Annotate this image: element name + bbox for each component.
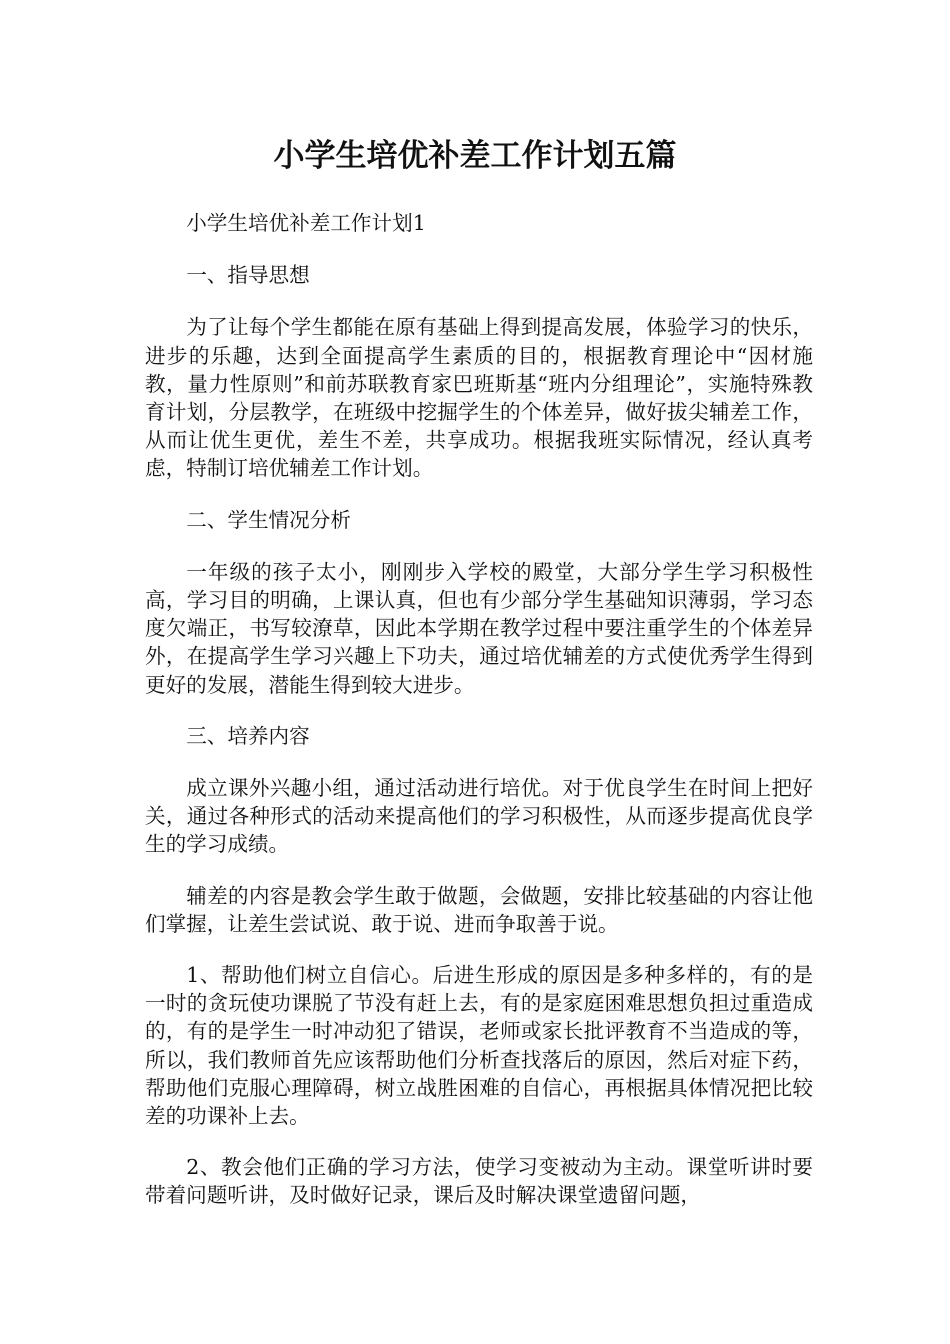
section-heading-training-content: 三、培养内容 — [186, 723, 310, 748]
document-title: 小学生培优补差工作计划五篇 — [273, 138, 677, 174]
paragraph-build-confidence: 1、帮助他们树立自信心。后进生形成的原因是多种多样的，有的是一时的贪玩使功课脱了节没有赶上去，有的是家庭困难思想负担过重造成的，有的是学生一时冲动犯了错误，老师或家长批评教育不当造成的等，所以，我们教师首先应该帮助他们分析查找落后的原因，然后对症下药，帮助他们克服心理障碍，树立战胜困难的自信心，再根据具体情况把比较差的功课补上去。 — [145, 963, 813, 1129]
paragraph-student-analysis: 一年级的孩子太小，刚刚步入学校的殿堂，大部分学生学习积极性高，学习目的明确，上课认真，但也有少部分学生基础知识薄弱，学习态度欠端正，书写较潦草，因此本学期在教学过程中要注重学生的个体差异外，在提高学生学习兴趣上下功夫，通过培优辅差的方式使优秀学生得到更好的发展，潜能生得到较大进步。 — [145, 559, 813, 697]
section-heading-guiding-thought: 一、指导思想 — [186, 263, 310, 288]
document-body — [145, 209, 813, 1233]
paragraph-remedial-content: 辅差的内容是教会学生敢于做题，会做题，安排比较基础的内容让他们掌握，让差生尝试说、敢于说、进而争取善于说。 — [145, 883, 813, 936]
section-heading-plan-1: 小学生培优补差工作计划1 — [186, 211, 426, 235]
paragraph-guiding-thought: 为了让每个学生都能在原有基础上得到提高发展，体验学习的快乐，进步的乐趣，达到全面提高学生素质的目的，根据教育理论中“因材施教，量力性原则”和前苏联教育家巴班斯基“班内分组理论”，实施特殊教育计划，分层教学，在班级中挖掘学生的个体差异，做好拔尖辅差工作，从而让优生更优，差生不差，共享成功。根据我班实际情况，经认真考虑，特制订培优辅差工作计划。 — [145, 315, 813, 481]
section-heading-student-analysis: 二、学生情况分析 — [186, 507, 351, 532]
paragraph-interest-groups: 成立课外兴趣小组，通过活动进行培优。对于优良学生在时间上把好关，通过各种形式的活动来提高他们的学习积极性，从而逐步提高优良学生的学习成绩。 — [145, 776, 813, 857]
paragraph-study-methods: 2、教会他们正确的学习方法，使学习变被动为主动。课堂听讲时要带着问题听讲，及时做好记录，课后及时解决课堂遗留问题， — [145, 1155, 813, 1208]
